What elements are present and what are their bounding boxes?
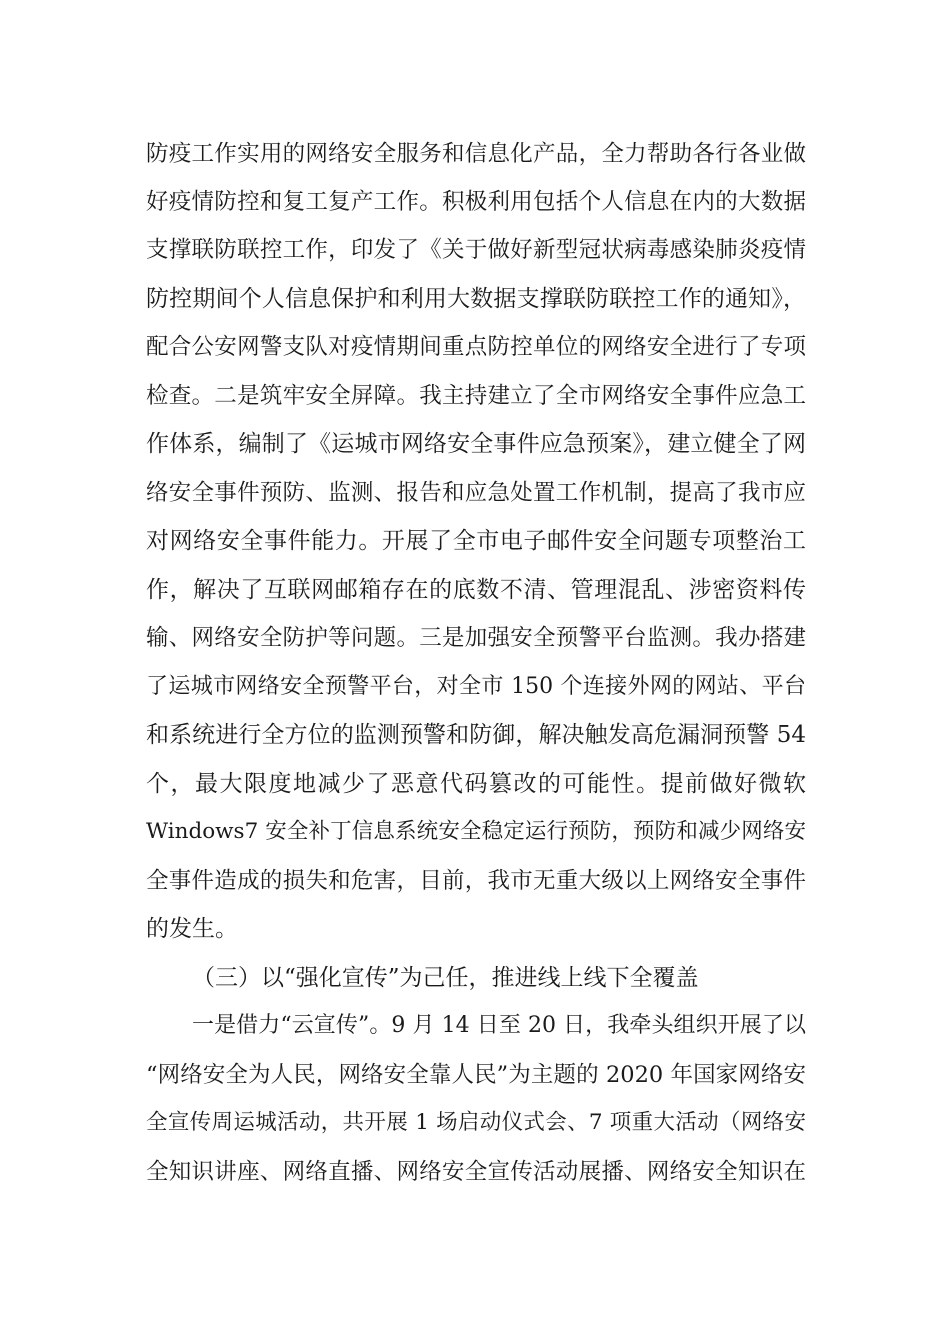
body-text-line-7: 作体系，编制了《运城市网络安全事件应急预案》，建立健全了网 [146, 431, 806, 457]
body-text-line-6: 检查。二是筑牢安全屏障。我主持建立了全市网络安全事件应急工 [146, 383, 806, 409]
body-text-line-1: 防疫工作实用的网络安全服务和信息化产品，全力帮助各行各业做 [146, 141, 806, 167]
body-text-line-5: 配合公安网警支队对疫情期间重点防控单位的网络安全进行了专项 [146, 334, 806, 360]
body-text-line-8: 络安全事件预防、监测、报告和应急处置工作机制，提高了我市应 [146, 480, 806, 506]
section-heading: （三）以“强化宣传”为己任，推进线上线下全覆盖 [192, 965, 699, 991]
paragraph2-line-2: “网络安全为人民，网络安全靠人民”为主题的 2020 年国家网络安 [146, 1062, 806, 1088]
body-text-line-3: 支撑联防联控工作，印发了《关于做好新型冠状病毒感染肺炎疫情 [146, 237, 806, 263]
body-text-line-14: 个，最大限度地减少了恶意代码篡改的可能性。提前做好微软 [146, 771, 806, 797]
body-text-line-17: 的发生。 [146, 916, 238, 942]
body-text-line-9: 对网络安全事件能力。开展了全市电子邮件安全问题专项整治工 [146, 528, 806, 554]
body-text-line-11: 输、网络安全防护等问题。三是加强安全预警平台监测。我办搭建 [146, 625, 806, 651]
body-text-line-16: 全事件造成的损失和危害，目前，我市无重大级以上网络安全事件 [146, 868, 806, 894]
paragraph2-line-4: 全知识讲座、网络直播、网络安全宣传活动展播、网络安全知识在 [146, 1159, 806, 1185]
body-text-line-12: 了运城市网络安全预警平台，对全市 150 个连接外网的网站、平台 [146, 674, 806, 699]
body-text-line-2: 好疫情防控和复工复产工作。积极利用包括个人信息在内的大数据 [146, 189, 806, 215]
body-text-line-4: 防控期间个人信息保护和利用大数据支撑联防联控工作的通知》， [146, 286, 806, 312]
paragraph2-line-1: 一是借力“云宣传”。9 月 14 日至 20 日，我牵头组织开展了以 [192, 1013, 806, 1038]
paragraph2-line-3: 全宣传周运城活动，共开展 1 场启动仪式会、7 项重大活动（网络安 [146, 1110, 806, 1135]
body-text-line-13: 和系统进行全方位的监测预警和防御，解决触发高危漏洞预警 54 [146, 722, 806, 748]
body-text-line-10: 作，解决了互联网邮箱存在的底数不清、管理混乱、涉密资料传 [146, 577, 806, 603]
body-text-line-15: Windows7 安全补丁信息系统安全稳定运行预防，预防和减少网络安 [146, 819, 806, 844]
